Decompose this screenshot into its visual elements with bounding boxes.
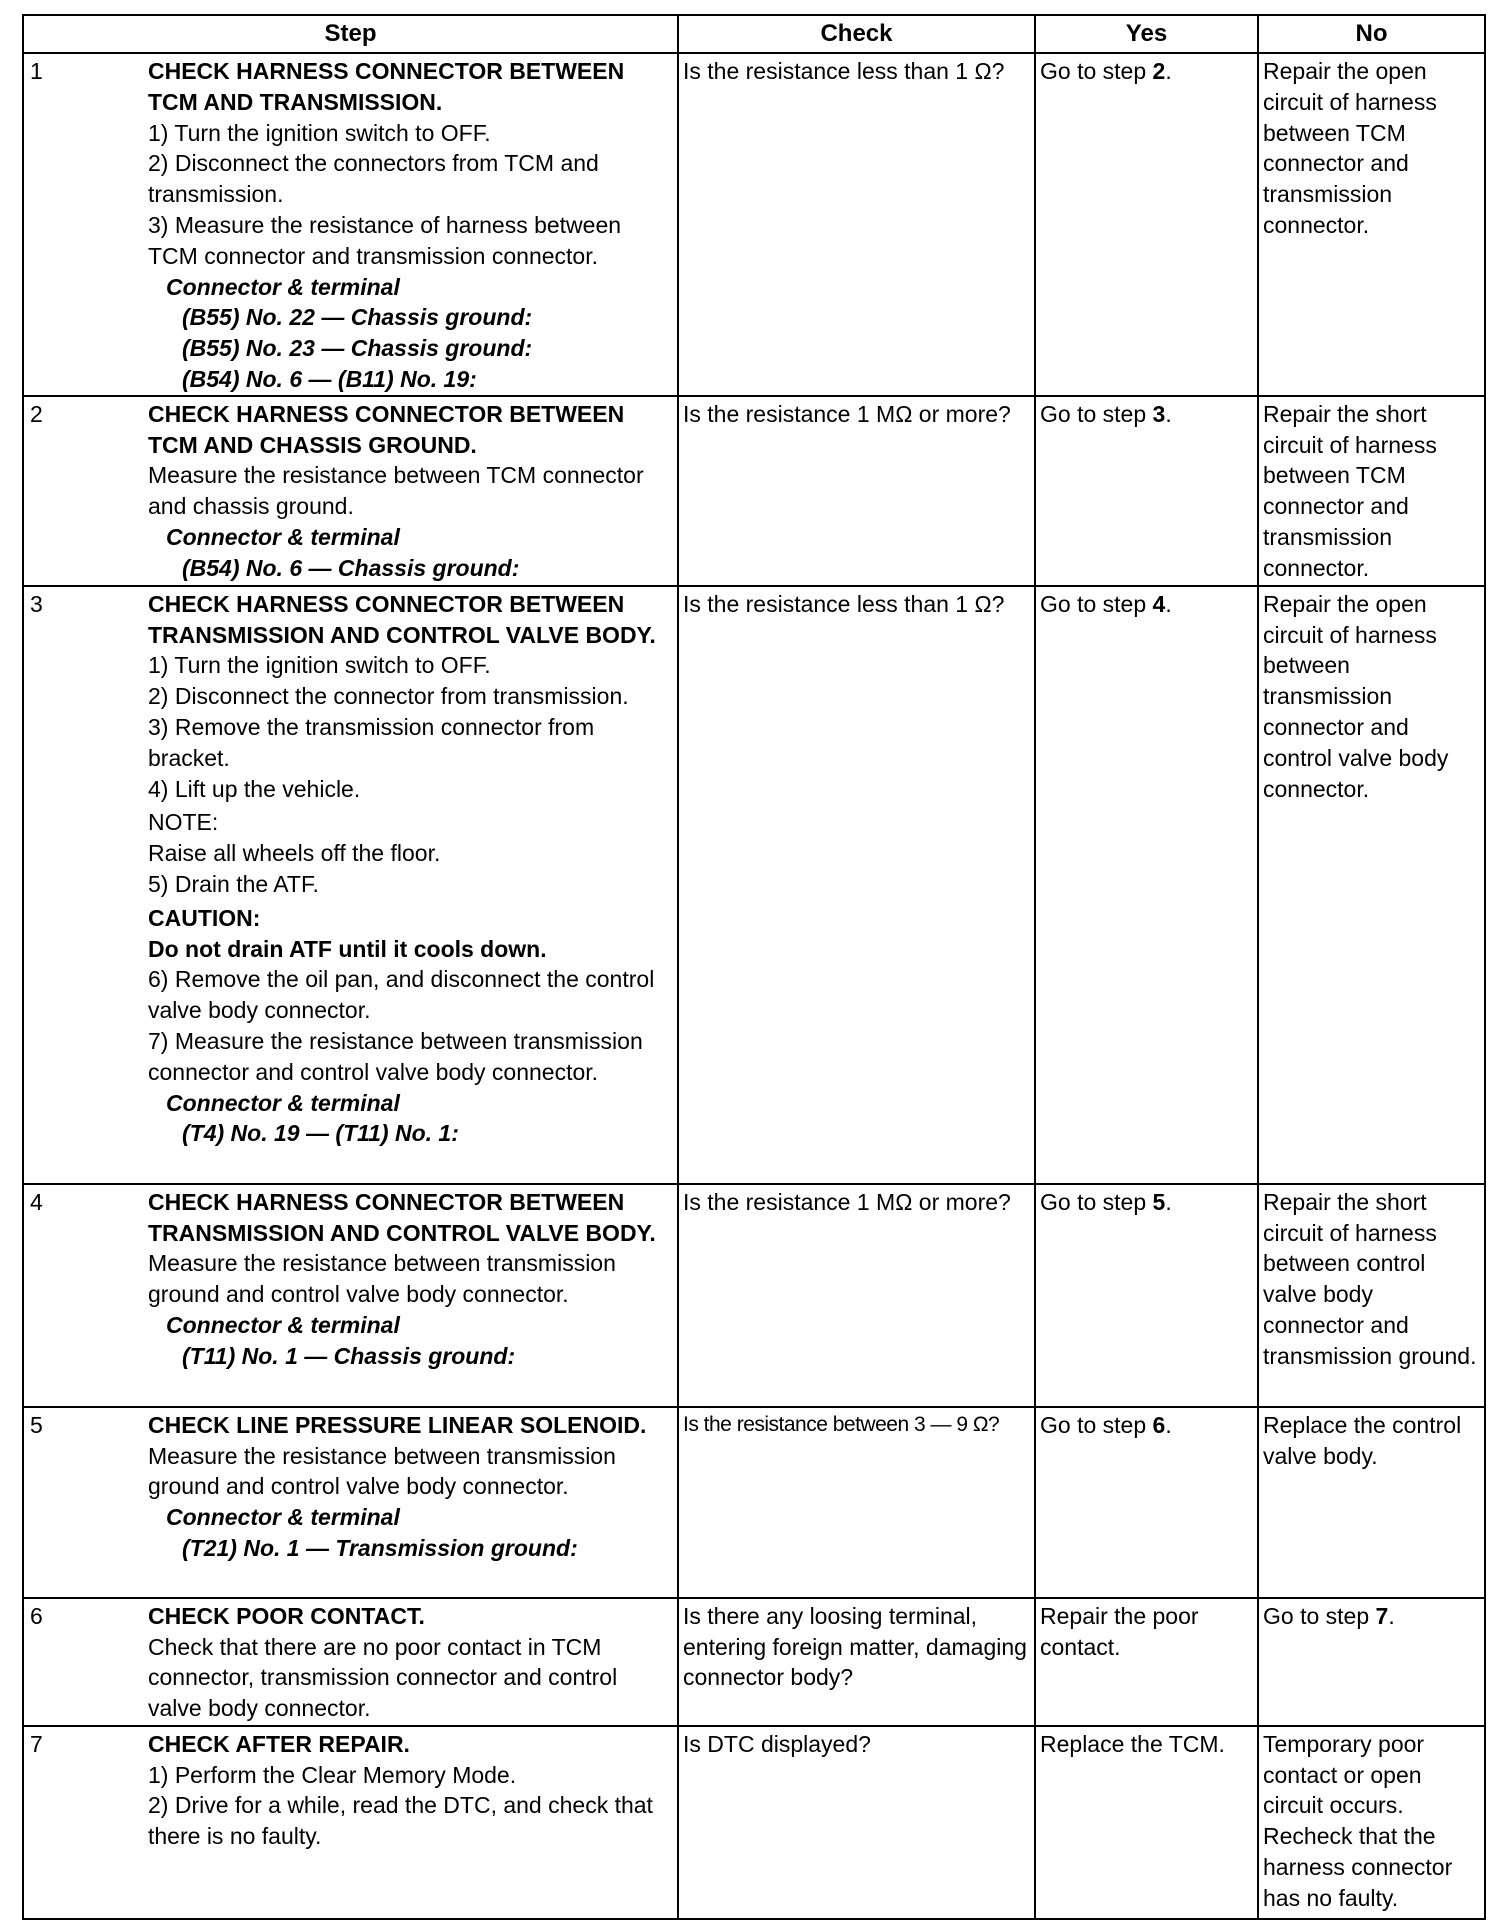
- header-check: Check: [678, 15, 1035, 53]
- step-number: 5: [30, 1411, 43, 1438]
- step-title: CHECK LINE PRESSURE LINEAR SOLENOID.: [148, 1411, 647, 1438]
- header-row: [23, 15, 1485, 53]
- yes-cell: Go to step 6.: [1035, 1407, 1258, 1598]
- check-cell: Is the resistance between 3 — 9 Ω?: [678, 1407, 1035, 1598]
- no-cell: Repair the open circuit of harness between TCM connector and transmission connector.: [1258, 53, 1485, 396]
- check-cell: Is there any loosing terminal, entering foreign matter, damaging connector body?: [678, 1598, 1035, 1726]
- connector-terminal: (B55) No. 22 — Chassis ground:: [182, 304, 533, 331]
- step-instruction: 2) Drive for a while, read the DTC, and check that there is no faulty.: [148, 1792, 653, 1850]
- check-cell: Is DTC displayed?: [678, 1726, 1035, 1919]
- header-step: Step: [23, 15, 678, 53]
- check-cell: Is the resistance less than 1 Ω?: [678, 53, 1035, 396]
- table-row: [23, 396, 1485, 586]
- step-number: 7: [30, 1730, 43, 1757]
- connector-terminal: (B55) No. 23 — Chassis ground:: [182, 335, 533, 362]
- step-instruction: Measure the resistance between TCM connector and chassis ground.: [148, 462, 644, 520]
- connector-label: Connector & terminal: [166, 1504, 400, 1531]
- connector-terminal: (T11) No. 1 — Chassis ground:: [182, 1342, 516, 1369]
- step-cell: [23, 1184, 678, 1407]
- step-cell: [23, 1598, 678, 1726]
- step-title: CHECK HARNESS CONNECTOR BETWEEN TRANSMISSION AND CONTROL VALVE BODY.: [148, 1188, 656, 1246]
- no-cell: Temporary poor contact or open circuit occurs. Recheck that the harness connector has no faulty.: [1258, 1726, 1485, 1919]
- step-cell: [23, 1726, 678, 1919]
- caution-label: CAUTION:: [148, 904, 261, 931]
- table-row: [23, 1726, 1485, 1919]
- step-instruction: Check that there are no poor contact in TCM connector, transmission connector and control valve body connector.: [148, 1633, 618, 1722]
- step-title: CHECK HARNESS CONNECTOR BETWEEN TRANSMISSION AND CONTROL VALVE BODY.: [148, 590, 656, 648]
- connector-terminal: (B54) No. 6 — (B11) No. 19:: [182, 365, 477, 392]
- step-cell: [23, 1407, 678, 1598]
- yes-cell: Replace the TCM.: [1035, 1726, 1258, 1919]
- diagnostic-table: [22, 14, 1486, 1920]
- no-cell: Go to step 7.: [1258, 1598, 1485, 1726]
- header-no: No: [1258, 15, 1485, 53]
- no-cell: Repair the open circuit of harness between transmission connector and control valve body connector.: [1258, 586, 1485, 1184]
- step-instruction: 5) Drain the ATF.: [148, 870, 319, 897]
- step-instruction: 3) Remove the transmission connector from bracket.: [148, 713, 595, 771]
- check-cell: Is the resistance less than 1 Ω?: [678, 586, 1035, 1184]
- step-number: 6: [30, 1602, 43, 1629]
- yes-cell: Go to step 5.: [1035, 1184, 1258, 1407]
- yes-cell: Repair the poor contact.: [1035, 1598, 1258, 1726]
- step-cell: [23, 396, 678, 586]
- step-title: CHECK HARNESS CONNECTOR BETWEEN TCM AND CHASSIS GROUND.: [148, 400, 625, 458]
- step-instruction: 1) Turn the ignition switch to OFF.: [148, 652, 491, 679]
- connector-label: Connector & terminal: [166, 523, 400, 550]
- connector-terminal: (T4) No. 19 — (T11) No. 1:: [182, 1120, 459, 1147]
- connector-terminal: (B54) No. 6 — Chassis ground:: [182, 554, 520, 581]
- step-instruction: 2) Disconnect the connector from transmission.: [148, 683, 629, 710]
- step-title: CHECK AFTER REPAIR.: [148, 1730, 410, 1757]
- step-instruction: 7) Measure the resistance between transmission connector and control valve body connector.: [148, 1027, 643, 1085]
- step-instruction: 4) Lift up the vehicle.: [148, 775, 361, 802]
- step-instruction: 1) Perform the Clear Memory Mode.: [148, 1761, 517, 1788]
- step-number: 2: [30, 400, 43, 427]
- no-cell: Repair the short circuit of harness between TCM connector and transmission connector.: [1258, 396, 1485, 586]
- check-cell: Is the resistance 1 MΩ or more?: [678, 396, 1035, 586]
- step-title: CHECK HARNESS CONNECTOR BETWEEN TCM AND TRANSMISSION.: [148, 58, 625, 115]
- no-cell: Repair the short circuit of harness between control valve body connector and transmission ground.: [1258, 1184, 1485, 1407]
- connector-terminal: (T21) No. 1 — Transmission ground:: [182, 1534, 578, 1561]
- connector-label: Connector & terminal: [166, 273, 400, 300]
- step-instruction: 1) Turn the ignition switch to OFF.: [148, 119, 491, 146]
- step-number: 3: [30, 590, 43, 617]
- step-instruction: 6) Remove the oil pan, and disconnect the control valve body connector.: [148, 966, 655, 1024]
- check-cell: Is the resistance 1 MΩ or more?: [678, 1184, 1035, 1407]
- header-yes: Yes: [1035, 15, 1258, 53]
- connector-label: Connector & terminal: [166, 1311, 400, 1338]
- yes-cell: Go to step 3.: [1035, 396, 1258, 586]
- step-instruction: Measure the resistance between transmission ground and control valve body connector.: [148, 1250, 616, 1308]
- table-row: [23, 1598, 1485, 1726]
- table-row: [23, 586, 1485, 1184]
- table-row: [23, 53, 1485, 396]
- step-number: 4: [30, 1188, 43, 1215]
- note-label: NOTE:: [148, 809, 219, 836]
- step-number: 1: [30, 58, 43, 84]
- step-instruction: Measure the resistance between transmission ground and control valve body connector.: [148, 1442, 616, 1500]
- note-text: Raise all wheels off the floor.: [148, 840, 441, 867]
- step-instruction: 2) Disconnect the connectors from TCM and transmission.: [148, 150, 599, 208]
- step-cell: [23, 53, 678, 396]
- yes-cell: Go to step 2.: [1035, 53, 1258, 396]
- table-row: [23, 1407, 1485, 1598]
- table-row: [23, 1184, 1485, 1407]
- connector-label: Connector & terminal: [166, 1089, 400, 1116]
- step-title: CHECK POOR CONTACT.: [148, 1602, 425, 1629]
- no-cell: Replace the control valve body.: [1258, 1407, 1485, 1598]
- step-cell: [23, 586, 678, 1184]
- yes-cell: Go to step 4.: [1035, 586, 1258, 1184]
- step-instruction: 3) Measure the resistance of harness between TCM connector and transmission connector.: [148, 211, 622, 269]
- caution-text: Do not drain ATF until it cools down.: [148, 935, 547, 962]
